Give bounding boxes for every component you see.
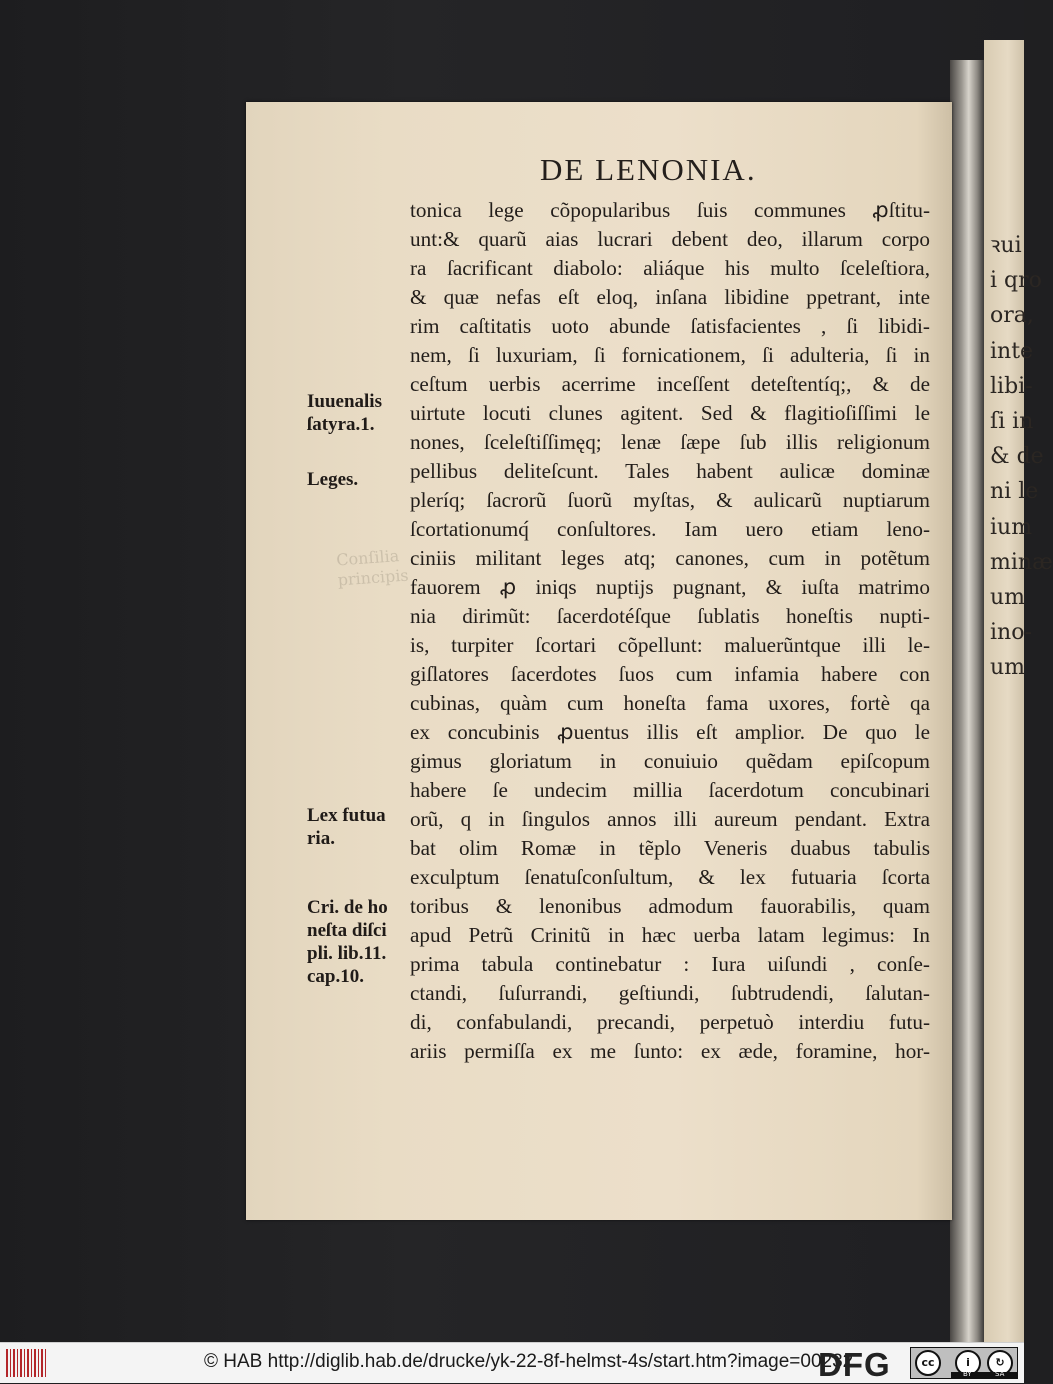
text-line: exculptum ſenatuſconſultum, & lex futuaria ſcortа [410, 865, 930, 889]
marginal-note-line: Iuuenalis [307, 391, 382, 412]
sa-label: SA [995, 1370, 1005, 1378]
adjacent-text-fragment: ium [990, 514, 1033, 540]
adjacent-text-fragment: ꝛui [990, 233, 1022, 258]
text-line: pellibus deliteſcunt. Tales habent aulicæ dominæ [410, 459, 930, 483]
text-line: toribus & lenonibus admodum fauorabilis, quam [410, 894, 930, 918]
text-line: nia dirimũt: ſacerdotéſque ſublatis honeſtis nupti- [410, 604, 930, 628]
marginal-note-line: ria. [307, 828, 335, 849]
adjacent-text-fragment: ni le [990, 479, 1039, 505]
adjacent-page-edge [984, 40, 1053, 1342]
text-line: di, confabulandi, precandi, perpetuò interdiu futu- [410, 1010, 930, 1034]
faint-marginal-stamp [336, 546, 411, 621]
adjacent-page-text [984, 228, 1053, 685]
by-icon: i [955, 1350, 981, 1376]
text-line: tonica lege cõpopularibus ſuis communes ꝓſtitu- [410, 198, 930, 222]
marginal-note-lex-futuaria [307, 804, 407, 850]
dfg-logo: DFG [818, 1346, 891, 1383]
text-line: cubinas, quàm cum honeſta fama uxores, fortè qa [410, 691, 930, 715]
marginal-note-line: neſta diſci [307, 920, 387, 941]
marginal-note-line: Cri. de ho [307, 897, 388, 918]
adjacent-text-fragment: inte [990, 338, 1034, 364]
marginal-note-leges [307, 468, 407, 491]
text-line: fauorem ꝓ iniqs nuptijs pugnant, & iuſta matrimo [410, 575, 930, 599]
adjacent-text-fragment: um [990, 584, 1026, 610]
marginal-note-line: Lex futua [307, 805, 386, 826]
license-label-bar [951, 1372, 1017, 1379]
marginal-note-line: ſatyra.1. [307, 414, 375, 435]
marginal-note-crinitus [307, 896, 407, 988]
adjacent-text-fragment: um [990, 655, 1026, 681]
marginal-note-iuuenalis [307, 390, 407, 436]
text-line: uirtute locuti clunes agitent. Sed & flagitioſiſſimi le [410, 401, 930, 425]
book-gutter [950, 60, 984, 1342]
text-line: prima tabula continebatur : Iura uiſundi , conſe- [410, 952, 930, 976]
text-line: apud Petrũ Crinitũ in hæc uerba latam legimus: In [410, 923, 930, 947]
adjacent-text-fragment: minæ [990, 549, 1053, 575]
viewer-footer [0, 1342, 1024, 1383]
adjacent-text-fragment: i qro [990, 268, 1042, 294]
text-line: nones, ſceleſtiſſimęq; lenæ ſæpe ſub illis religionum [410, 430, 930, 454]
text-line: nem, ſi luxuriam, ſi fornicationem, ſi adulteria, ſi in [410, 343, 930, 367]
body-text [410, 196, 930, 1066]
adjacent-text-fragment: ſi in [990, 408, 1034, 434]
text-line: ſcortationumq́ conſultores. Iam uero etiam leno- [410, 517, 930, 541]
text-line: orũ, q in ſingulos annos illi aureum pendant. Extra [410, 807, 930, 831]
text-line: ex concubinis ꝓuentus illis eſt amplior. De quo le [410, 720, 930, 744]
text-line: ciniis militant leges atq; canones, cum in potẽtum [410, 546, 930, 570]
text-line: ariis permiſſa ex me ſunto: ex æde, foramine, hor- [410, 1039, 930, 1063]
adjacent-text-fragment: ora, [990, 303, 1034, 329]
adjacent-text-fragment: ino- [990, 620, 1032, 646]
text-line: ra ſacrificant diabolo: aliáque his multo ſceleſtiora, [410, 256, 930, 280]
sa-icon: ↻ [987, 1350, 1013, 1376]
text-line: gimus gloriatum in conuiuio quẽdam epiſcopum [410, 749, 930, 773]
marginal-note-line: pli. lib.11. [307, 943, 387, 964]
faint-stamp-line: principis [337, 565, 410, 590]
faint-stamp-line: Conſilia [335, 546, 400, 570]
hab-barcode-logo [6, 1349, 48, 1377]
text-line: & quæ nefas eſt eloq, inſana libidine ppetrant, inte [410, 285, 930, 309]
adjacent-text-fragment: libi- [990, 373, 1033, 399]
by-label: BY [963, 1370, 972, 1378]
marginal-note-line: cap.10. [307, 966, 364, 987]
text-line: giſlatores ſacerdotes ſuos cum infamia habere con [410, 662, 930, 686]
text-line: habere ſe undecim millia ſacerdotum concubinari [410, 778, 930, 802]
marginal-note-line: Leges. [307, 469, 359, 490]
text-line: pleríq; ſacrorũ ſuorũ myſtas, & aulicarũ nuptiarum [410, 488, 930, 512]
text-line: bat olim Romæ in tẽplo Veneris duabus tabulis [410, 836, 930, 860]
adjacent-text-fragment: & de [990, 444, 1044, 470]
text-line: ceſtum uerbis acerrime inceſſent deteſtentíq;, & de [410, 372, 930, 396]
copyright-link[interactable]: © HAB http://diglib.hab.de/drucke/yk-22-8f-helmst-4s/start.htm?image=00232 [204, 1351, 854, 1372]
cc-license-badge[interactable] [910, 1347, 1018, 1379]
text-line: rim caſtitatis uoto abunde ſatisfacientes , ſi libidi- [410, 314, 930, 338]
text-line: unt:& quarũ aias lucrari debent deo, illarum corpo [410, 227, 930, 251]
text-line: is, turpiter ſcortari cõpellunt: maluerũntque illi le- [410, 633, 930, 657]
text-line: ctandi, ſuſurrandi, geſtiundi, ſubtrudendi, ſalutan- [410, 981, 930, 1005]
cc-icon: cc [915, 1350, 941, 1376]
running-header: DE LENONIA. [540, 152, 757, 187]
